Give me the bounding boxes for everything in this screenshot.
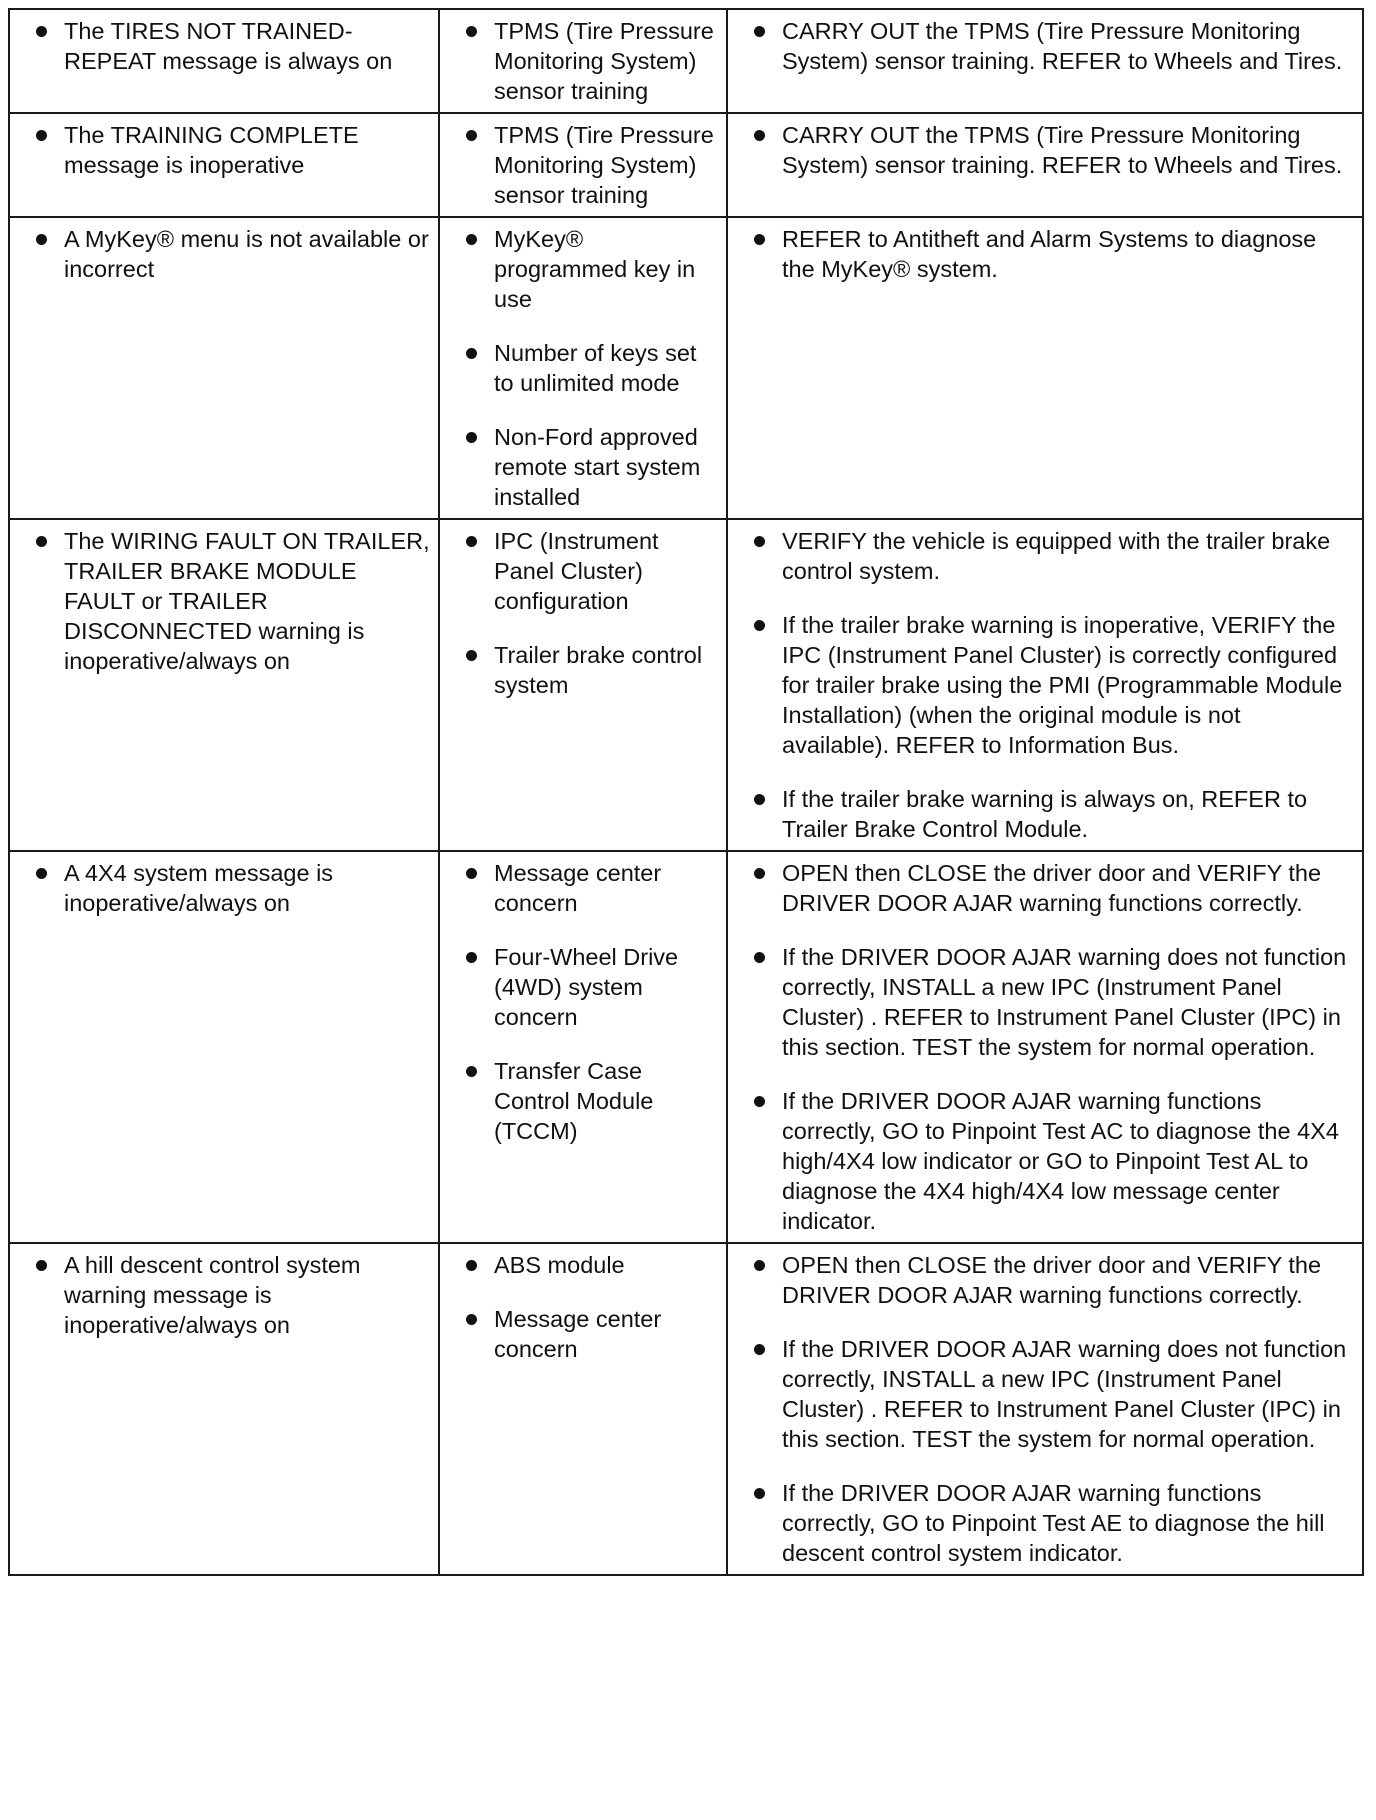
symptom-item [18, 224, 430, 284]
cause-item-text: ABS module [494, 1252, 625, 1278]
action-cell [727, 113, 1363, 217]
bullet-list [448, 224, 718, 512]
action-item-text: OPEN then CLOSE the driver door and VERIFY the DRIVER DOOR AJAR warning functions correctly. [782, 1252, 1322, 1308]
bullet-list [18, 120, 430, 180]
bullet-list [448, 526, 718, 700]
symptom-item-text: The WIRING FAULT ON TRAILER, TRAILER BRAKE MODULE FAULT or TRAILER DISCONNECTED warning is inoperative/always on [64, 528, 430, 674]
cause-item [448, 1250, 718, 1280]
bullet-list [448, 120, 718, 210]
cause-item [448, 526, 718, 616]
bullet-icon [754, 1488, 765, 1499]
action-item [736, 120, 1354, 180]
bullet-icon [754, 1344, 765, 1355]
action-item [736, 942, 1354, 1062]
diagnostic-table [8, 8, 1364, 1576]
bullet-icon [466, 1314, 477, 1325]
bullet-icon [36, 1260, 47, 1271]
bullet-list [736, 1250, 1354, 1568]
cause-item-text: Non-Ford approved remote start system installed [494, 424, 701, 510]
symptom-item-text: The TRAINING COMPLETE message is inoperative [64, 122, 359, 178]
cause-item-text: MyKey® programmed key in use [494, 226, 696, 312]
symptom-item-text: A 4X4 system message is inoperative/always on [64, 860, 334, 916]
cause-item-text: TPMS (Tire Pressure Monitoring System) sensor training [494, 18, 714, 104]
action-item [736, 610, 1354, 760]
symptom-item [18, 1250, 430, 1340]
bullet-list [736, 858, 1354, 1236]
action-item [736, 526, 1354, 586]
symptom-cell [9, 9, 439, 113]
bullet-icon [466, 952, 477, 963]
bullet-list [18, 1250, 430, 1340]
bullet-icon [36, 868, 47, 879]
cause-item [448, 422, 718, 512]
cause-item-text: IPC (Instrument Panel Cluster) configuration [494, 528, 659, 614]
cause-item-text: Four-Wheel Drive (4WD) system concern [494, 944, 679, 1030]
cause-cell [439, 217, 727, 519]
cause-item [448, 1304, 718, 1364]
table-row [9, 217, 1363, 519]
action-item-text: If the trailer brake warning is always on, REFER to Trailer Brake Control Module. [782, 786, 1308, 842]
bullet-icon [754, 234, 765, 245]
bullet-list [448, 858, 718, 1146]
bullet-list [18, 16, 430, 76]
action-cell [727, 519, 1363, 851]
bullet-list [18, 224, 430, 284]
action-item [736, 1478, 1354, 1568]
symptom-item [18, 16, 430, 76]
symptom-item-text: A MyKey® menu is not available or incorrect [64, 226, 429, 282]
bullet-icon [466, 234, 477, 245]
bullet-icon [754, 620, 765, 631]
bullet-icon [36, 234, 47, 245]
bullet-list [448, 16, 718, 106]
bullet-list [736, 526, 1354, 844]
action-item-text: If the DRIVER DOOR AJAR warning does not function correctly, INSTALL a new IPC (Instrument Panel Cluster) . REFER to Instrument Panel Cluster (IPC) in this section. TEST the system for normal operation. [782, 944, 1347, 1060]
cause-cell [439, 851, 727, 1243]
action-item-text: If the DRIVER DOOR AJAR warning does not function correctly, INSTALL a new IPC (Instrument Panel Cluster) . REFER to Instrument Panel Cluster (IPC) in this section. TEST the system for normal operation. [782, 1336, 1347, 1452]
action-item [736, 1086, 1354, 1236]
table-row [9, 113, 1363, 217]
bullet-icon [36, 130, 47, 141]
bullet-icon [466, 1260, 477, 1271]
action-item [736, 224, 1354, 284]
bullet-list [18, 526, 430, 676]
bullet-icon [466, 432, 477, 443]
cause-cell [439, 113, 727, 217]
bullet-icon [754, 130, 765, 141]
table-row [9, 1243, 1363, 1575]
cause-cell [439, 519, 727, 851]
bullet-icon [754, 868, 765, 879]
cause-item-text: Message center concern [494, 860, 662, 916]
table-row [9, 519, 1363, 851]
action-item [736, 1250, 1354, 1310]
bullet-list [448, 1250, 718, 1364]
action-cell [727, 1243, 1363, 1575]
bullet-icon [36, 26, 47, 37]
action-item [736, 858, 1354, 918]
cause-cell [439, 9, 727, 113]
symptom-item [18, 858, 430, 918]
cause-item [448, 1056, 718, 1146]
bullet-icon [754, 536, 765, 547]
cause-item [448, 858, 718, 918]
table-row [9, 851, 1363, 1243]
action-item-text: VERIFY the vehicle is equipped with the trailer brake control system. [782, 528, 1331, 584]
bullet-icon [466, 536, 477, 547]
bullet-icon [466, 26, 477, 37]
bullet-icon [754, 1096, 765, 1107]
cause-item [448, 338, 718, 398]
action-cell [727, 217, 1363, 519]
action-item-text: OPEN then CLOSE the driver door and VERIFY the DRIVER DOOR AJAR warning functions correctly. [782, 860, 1322, 916]
action-item-text: CARRY OUT the TPMS (Tire Pressure Monitoring System) sensor training. REFER to Wheels and Tires. [782, 18, 1343, 74]
cause-item-text: Number of keys set to unlimited mode [494, 340, 697, 396]
action-item [736, 16, 1354, 76]
bullet-icon [754, 952, 765, 963]
symptom-item [18, 526, 430, 676]
action-cell [727, 9, 1363, 113]
action-item-text: If the trailer brake warning is inoperative, VERIFY the IPC (Instrument Panel Cluster) is correctly configured for trailer brake using the PMI (Programmable Module Installation) (when the original module is not available). REFER to Information Bus. [782, 612, 1343, 758]
bullet-icon [36, 536, 47, 547]
bullet-icon [466, 130, 477, 141]
cause-item [448, 16, 718, 106]
cause-item-text: Transfer Case Control Module (TCCM) [494, 1058, 654, 1144]
bullet-list [736, 16, 1354, 76]
symptom-item [18, 120, 430, 180]
bullet-icon [466, 868, 477, 879]
symptom-item-text: The TIRES NOT TRAINED-REPEAT message is always on [64, 18, 393, 74]
bullet-icon [754, 794, 765, 805]
cause-item-text: TPMS (Tire Pressure Monitoring System) sensor training [494, 122, 714, 208]
action-item-text: CARRY OUT the TPMS (Tire Pressure Monitoring System) sensor training. REFER to Wheels and Tires. [782, 122, 1343, 178]
cause-cell [439, 1243, 727, 1575]
action-item [736, 1334, 1354, 1454]
action-item-text: REFER to Antitheft and Alarm Systems to diagnose the MyKey® system. [782, 226, 1317, 282]
cause-item-text: Message center concern [494, 1306, 662, 1362]
bullet-icon [754, 26, 765, 37]
bullet-icon [754, 1260, 765, 1271]
bullet-list [736, 120, 1354, 180]
bullet-list [736, 224, 1354, 284]
cause-item [448, 224, 718, 314]
symptom-cell [9, 217, 439, 519]
bullet-icon [466, 1066, 477, 1077]
diagnostic-table-body [9, 9, 1363, 1575]
cause-item [448, 640, 718, 700]
bullet-list [18, 858, 430, 918]
cause-item-text: Trailer brake control system [494, 642, 703, 698]
symptom-cell [9, 851, 439, 1243]
bullet-icon [466, 650, 477, 661]
table-row [9, 9, 1363, 113]
action-item [736, 784, 1354, 844]
action-cell [727, 851, 1363, 1243]
action-item-text: If the DRIVER DOOR AJAR warning functions correctly, GO to Pinpoint Test AC to diagnose the 4X4 high/4X4 low indicator or GO to Pinpoint Test AL to diagnose the 4X4 high/4X4 low message center indicator. [782, 1088, 1339, 1234]
bullet-icon [466, 348, 477, 359]
symptom-cell [9, 1243, 439, 1575]
symptom-cell [9, 113, 439, 217]
cause-item [448, 942, 718, 1032]
symptom-item-text: A hill descent control system warning message is inoperative/always on [64, 1252, 361, 1338]
symptom-cell [9, 519, 439, 851]
cause-item [448, 120, 718, 210]
action-item-text: If the DRIVER DOOR AJAR warning functions correctly, GO to Pinpoint Test AE to diagnose the hill descent control system indicator. [782, 1480, 1325, 1566]
